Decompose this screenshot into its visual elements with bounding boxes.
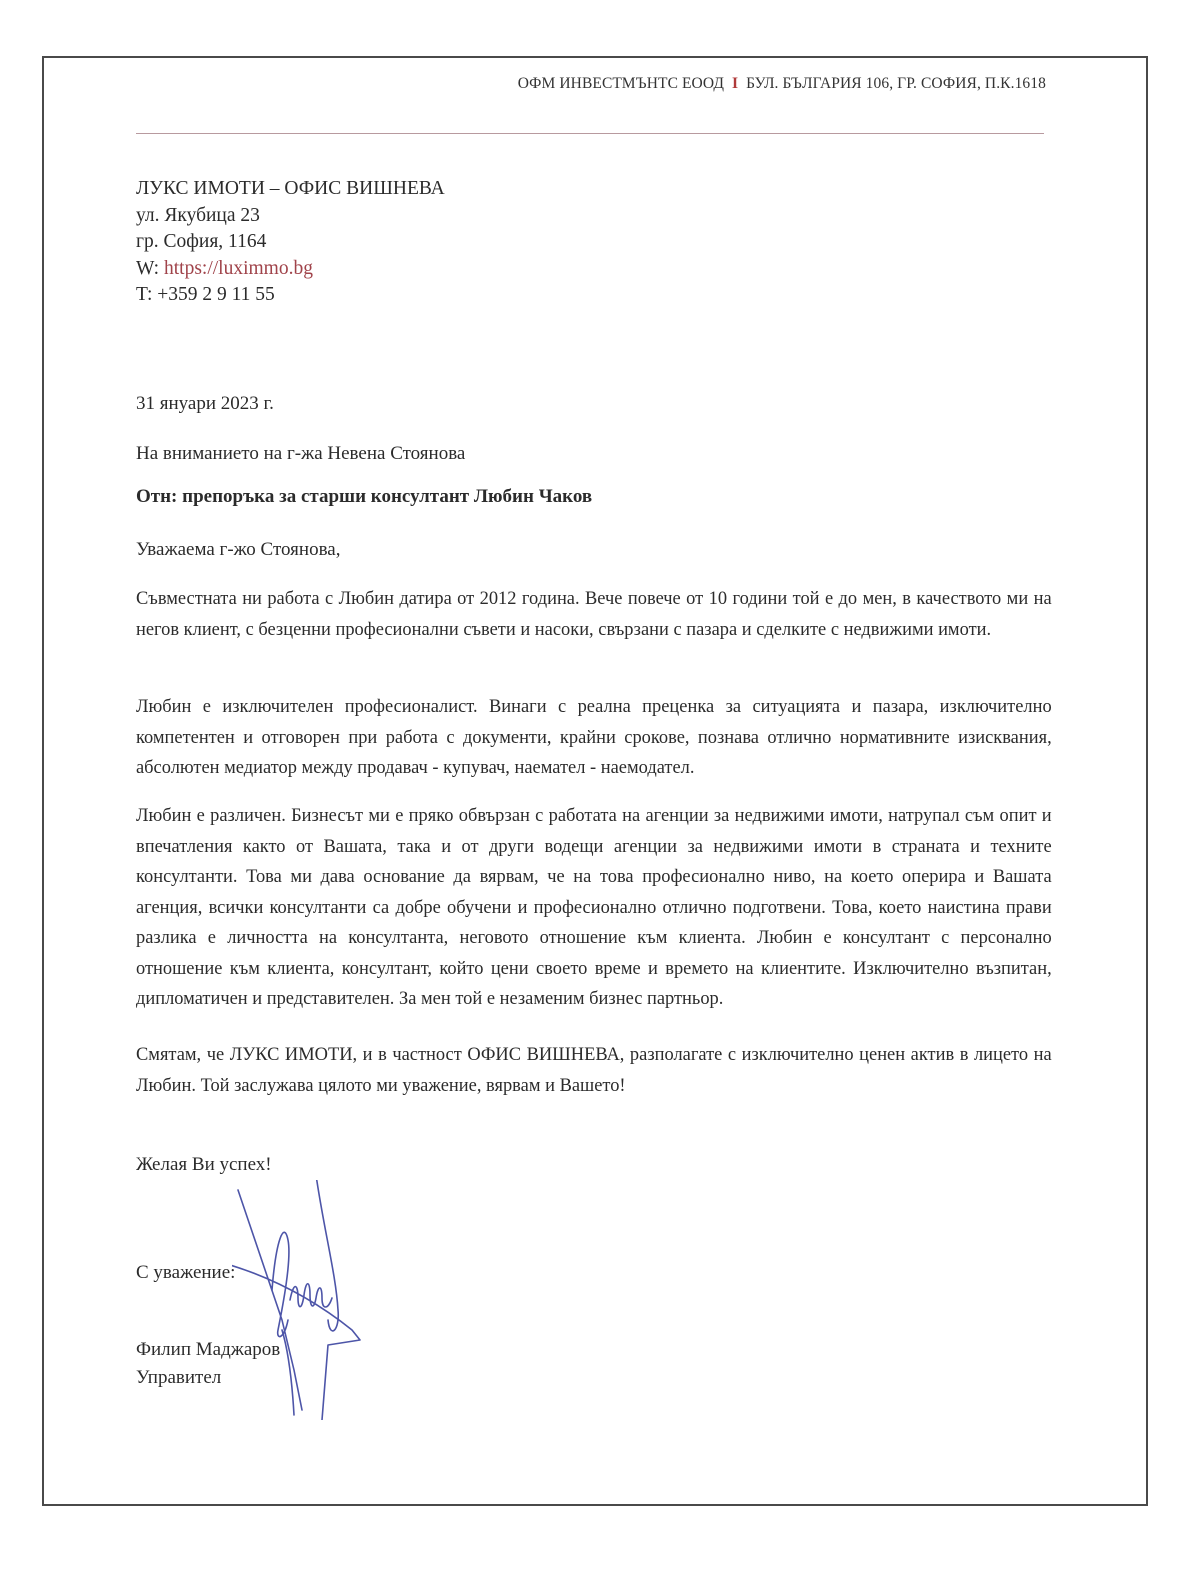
subject-line: Отн: препоръка за старши консултант Любин Чаков [136,486,593,507]
recipient-name: ЛУКС ИМОТИ – ОФИС ВИШНЕВА [136,178,445,199]
paragraph-4: Смятам, че ЛУКС ИМОТИ, и в частност ОФИС ВИШНЕВА, разполагате с изключително ценен актив в лицето на Любин. Той заслужава цялото ми уважение, вярвам и Вашето! [136,1044,1052,1096]
letterhead-company: ОФМ ИНВЕСТМЪНТС ЕООД [517,75,725,92]
signer-title: Управител [136,1367,222,1388]
letterhead [518,75,1046,93]
closing-regards: С уважение: [136,1262,236,1283]
closing-wish: Желая Ви успех! [136,1154,272,1175]
letterhead-rule [136,133,1044,134]
attention-line: На вниманието на г-жа Невена Стоянова [136,443,466,464]
recipient-street: ул. Якубица 23 [136,204,260,226]
letterhead-separator: I [732,75,739,92]
salutation: Уважаема г-жо Стоянова, [136,539,341,560]
recipient-web [136,256,445,283]
paragraph-3: Любин е различен. Бизнесът ми е пряко обвързан с работата на агенции за недвижими имоти, натрупал съм опит и впечатления както от Вашата, така и от други водещи агенции за недвижими имоти в страната и техните консултанти. Това ми дава основание да вярвам, че на това професионално ниво, на което оперира и Вашата агенция, всички консултанти са добре обучени и професионално отлично подготвени. Това, което наистина прави разлика е личността на консултанта, неговото отношение към клиента. Любин е консултант с персонално отношение към клиента, консултант, който цени своето време и времето на клиентите. Изключително възпитан, дипломатичен и представителен. За мен той е незаменим бизнес партньор. [136,805,1052,1009]
letterhead-address: БУЛ. БЪЛГАРИЯ 106, ГР. СОФИЯ, П.К.1618 [746,75,1046,92]
recipient-phone: T: +359 2 9 11 55 [136,284,275,305]
web-label: W: [136,257,160,279]
paragraph-1: Съвместната ни работа с Любин датира от 2012 година. Вече повече от 10 години той е до мен, в качеството ми на негов клиент, с безценни професионални съвети и насоки, свързани с пазара и сделките с недвижими имоти. [136,588,1052,640]
letter-date: 31 януари 2023 г. [136,393,274,414]
website-link[interactable]: https://luximmo.bg [163,257,313,279]
paragraph-2: Любин е изключителен професионалист. Винаги с реална преценка за ситуацията и пазара, изключително компетентен и отговорен при работа с документи, крайни срокове, познава отлично нормативните изисквания, абсолютен медиатор между продавач - купувач, наемател - наемодател. [136,696,1052,778]
handwritten-signature-icon [232,1180,372,1420]
recipient-address-block [136,176,445,309]
signer-name: Филип Маджаров [136,1339,281,1360]
recipient-city: гр. София, 1164 [136,231,267,252]
